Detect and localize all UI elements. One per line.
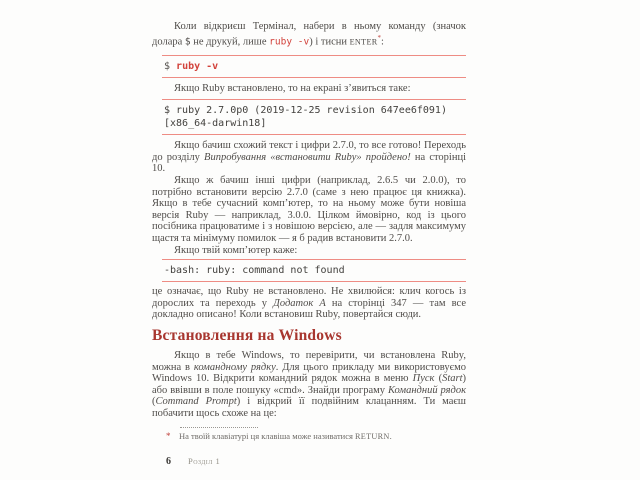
- code-line-ruby-v: $ ruby -v: [164, 60, 219, 72]
- footnote-marker: *: [166, 431, 171, 441]
- footnote-separator: [180, 427, 258, 428]
- paragraph-version-ok: Якщо бачиш схожий текст і цифри 2.7.0, то все готово! Переходь до розділу Випробування «встановити Ruby» пройдено! на сторінці 10.: [152, 140, 466, 175]
- paragraph-if-installed: Якщо Ruby встановлено, то на екрані з’явиться таке:: [174, 82, 411, 94]
- page-number: 6: [166, 456, 171, 467]
- paragraph-if-computer-says: Якщо твій комп’ютер каже:: [174, 244, 298, 256]
- code-block-ruby-v: [162, 55, 466, 78]
- code-block-not-found: [162, 259, 466, 282]
- text-column: [152, 21, 466, 420]
- paragraph-windows-check: Якщо в тебе Windows, то перевірити, чи встановлена Ruby, можна в командному рядку. Для цього прикладу ми використовуємо Windows 10. Відкрити командний рядок можна в меню Пуск (Start) або ввівши в поле пошуку «cmd». Знайди програму Командний рядок (Command Prompt) і відкрий її подвійним клацанням. Ти маєш побачити щось схоже на це:: [152, 350, 467, 419]
- paragraph-not-installed: це означає, що Ruby не встановлено. Не хвилюйся: клич когось із дорослих та переходь у Додаток А на сторінці 347 — там все докладно описано! Коли встановиш Ruby, повертайся сюди.: [152, 286, 466, 321]
- chapter-label: Розділ 1: [188, 456, 221, 466]
- code-block-version-output: [162, 99, 466, 135]
- code-lines-version-output: $ ruby 2.7.0p0 (2019-12-25 revision 647ee6f091) [x86_64-darwin18]: [164, 105, 447, 130]
- footnote-text: На твоїй клавіатурі ця клавіша може називатися RETURN.: [179, 431, 392, 441]
- paragraph-terminal-instruction: Коли відкриєш Термінал, набери в ньому команду (значок долара $ не друкуй, лише ruby -v) і тисни ENTER*:: [152, 21, 466, 48]
- page-footer: [166, 456, 220, 467]
- section-heading-windows: Встановлення на Windows: [152, 327, 342, 344]
- footnote: [152, 427, 466, 442]
- code-line-not-found: -bash: ruby: command not found: [164, 265, 345, 277]
- paragraph-other-versions: Якщо ж бачиш інші цифри (наприклад, 2.6.5 чи 2.0.0), то потрібно встановити версію 2.7.0 (саме з нею працює ця книжка). Якщо в тебе сучасний комп’ютер, то на ньому може бути новіша версія Ruby — наприклад, 3.0.0. Цілком ймовірно, код із цього посібника працюватиме і з новішою версією, але — задля максимуму щастя та мінімуму помилок — я б радив встановити 2.7.0.: [152, 175, 466, 245]
